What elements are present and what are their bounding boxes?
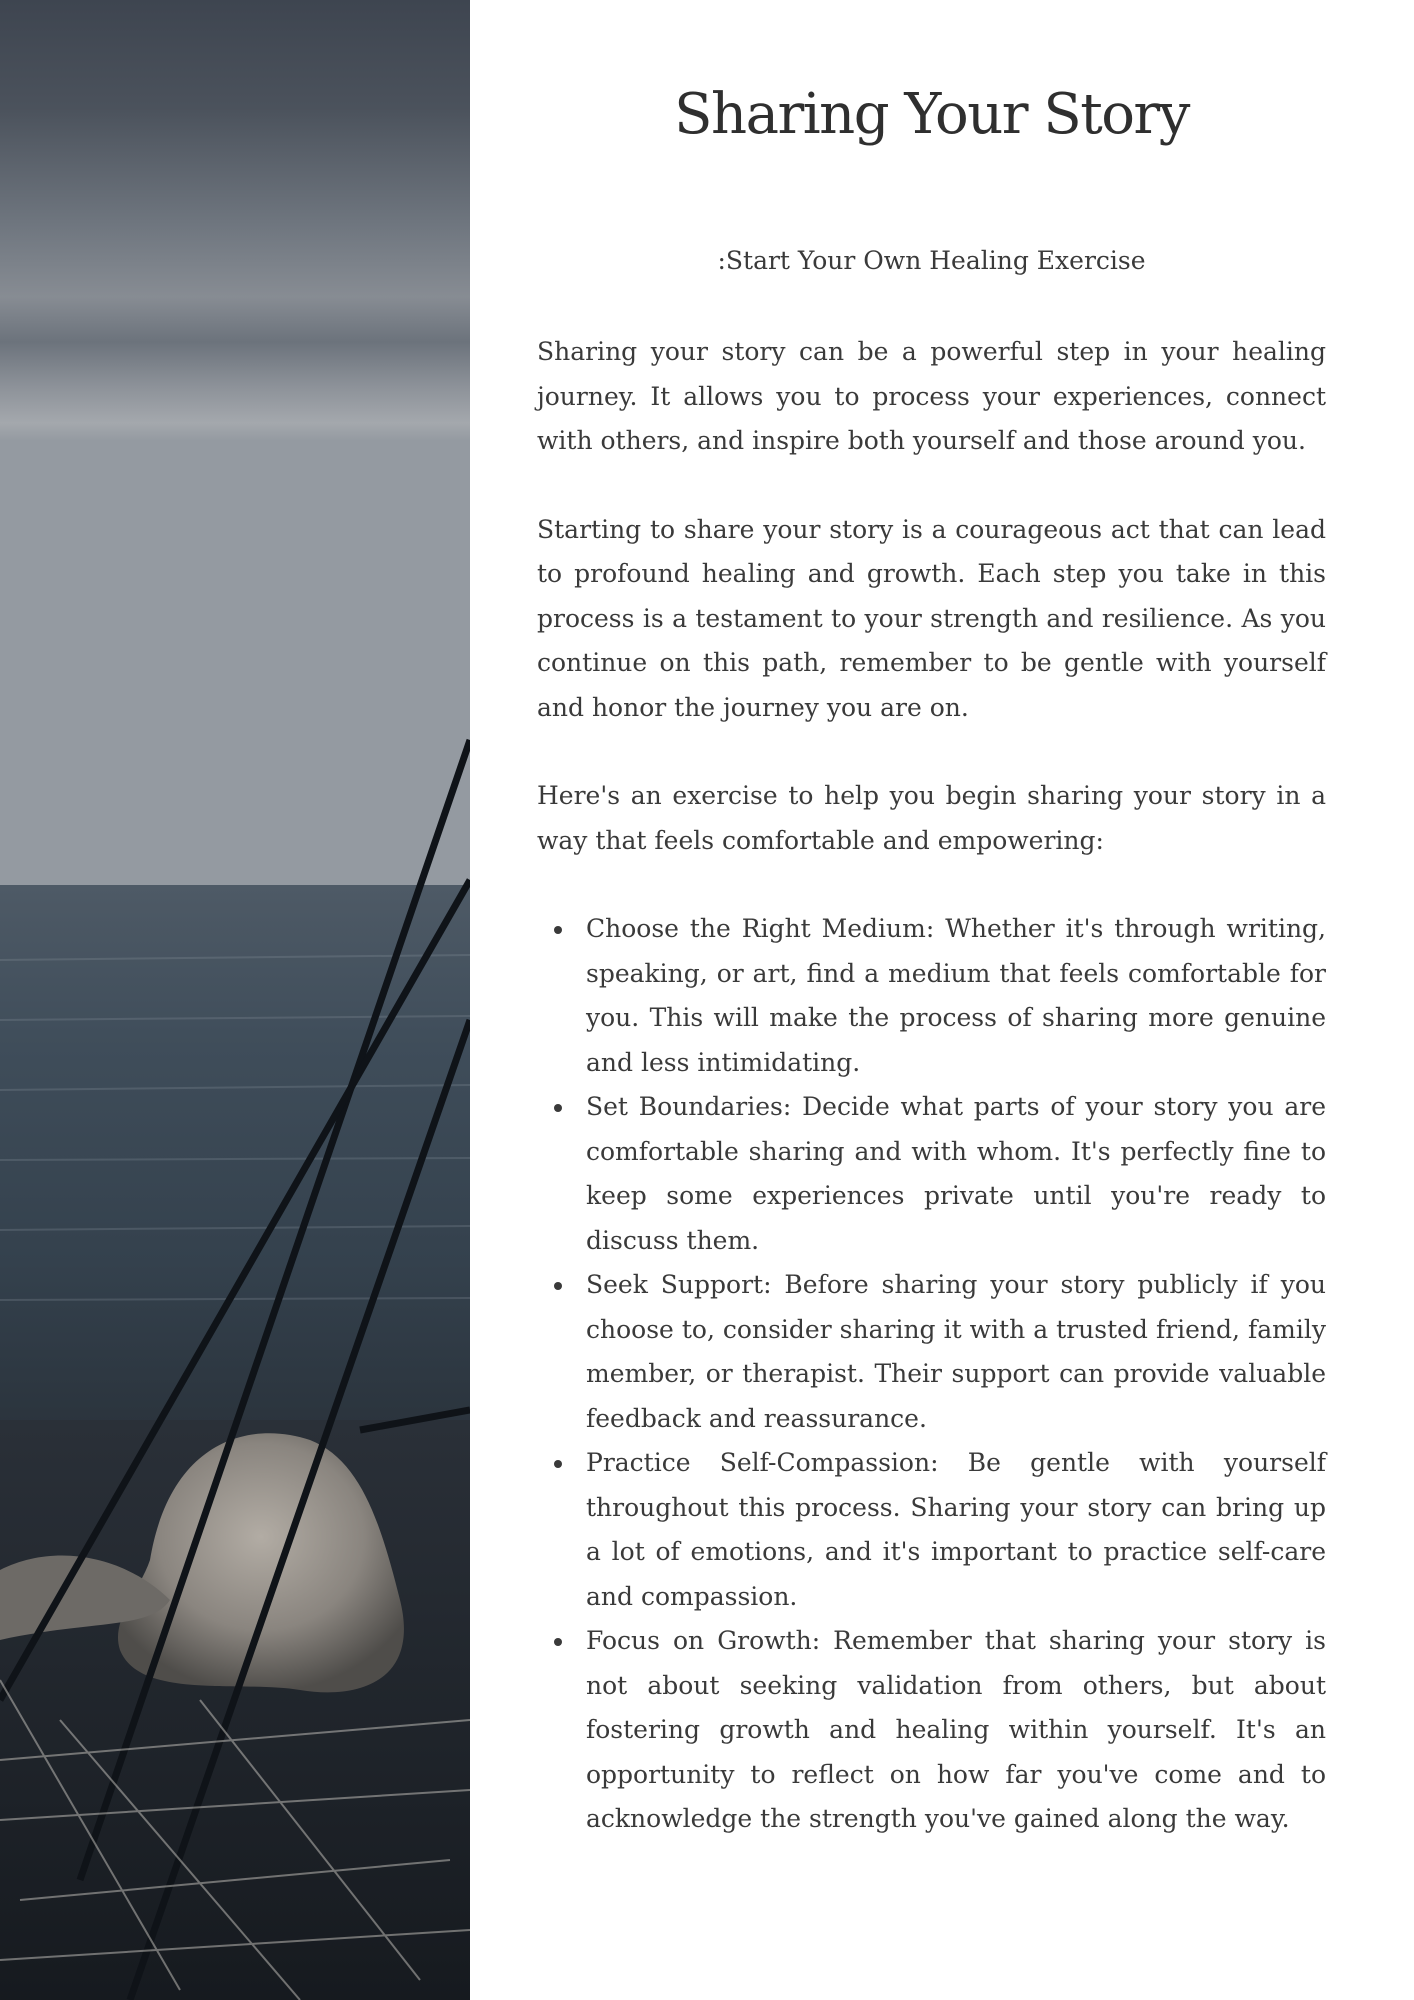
list-item [537,907,1326,1085]
body-text [537,330,1326,1842]
page-title: Sharing Your Story [674,82,1189,147]
paragraph: Here's an exercise to help you begin sharing your story in a way that feels comfortable and empowering: [537,781,1326,855]
paragraph: Sharing your story can be a powerful step in your healing journey. It allows you to process your experiences, connect with others, and inspire both yourself and those around you. [537,337,1326,455]
list-item [537,1085,1326,1263]
tips-list [537,907,1326,1842]
bullet-icon [554,1638,562,1646]
list-item-text: Choose the Right Medium: Whether it's through writing, speaking, or art, find a medium that feels comfortable for you. This will make the process of sharing more genuine and less intimidating. [586,914,1326,1077]
list-item [537,1263,1326,1441]
paragraph: Starting to share your story is a courageous act that can lead to profound healing and growth. Each step you take in this process is a testament to your strength and resilience. As you continue on this path, remember to be gentle with yourself and honor the journey you are on. [537,514,1326,722]
list-item-text: Set Boundaries: Decide what parts of your story you are comfortable sharing and with whom. It's perfectly fine to keep some experiences private until you're ready to discuss them. [586,1092,1326,1255]
bullet-icon [554,1460,562,1468]
content-column [537,0,1326,2000]
cover-photo [0,0,470,2000]
bullet-icon [554,1104,562,1112]
list-item [537,1441,1326,1619]
list-item-text: Seek Support: Before sharing your story publicly if you choose to, consider sharing it with a trusted friend, family member, or therapist. Their support can provide valuable feedback and reassurance. [586,1270,1326,1433]
list-item [537,1619,1326,1842]
stormy-sea-photo [0,0,470,2000]
list-item-text: Focus on Growth: Remember that sharing your story is not about seeking validation from others, but about fostering growth and healing within yourself. It's an opportunity to reflect on how far you've come and to acknowledge the strength you've gained along the way. [586,1626,1326,1833]
subtitle: :Start Your Own Healing Exercise [717,246,1146,275]
list-item-text: Practice Self-Compassion: Be gentle with yourself throughout this process. Sharing your story can bring up a lot of emotions, and it's important to practice self-care and compassion. [586,1448,1326,1611]
bullet-icon [554,1282,562,1290]
bullet-icon [554,926,562,934]
